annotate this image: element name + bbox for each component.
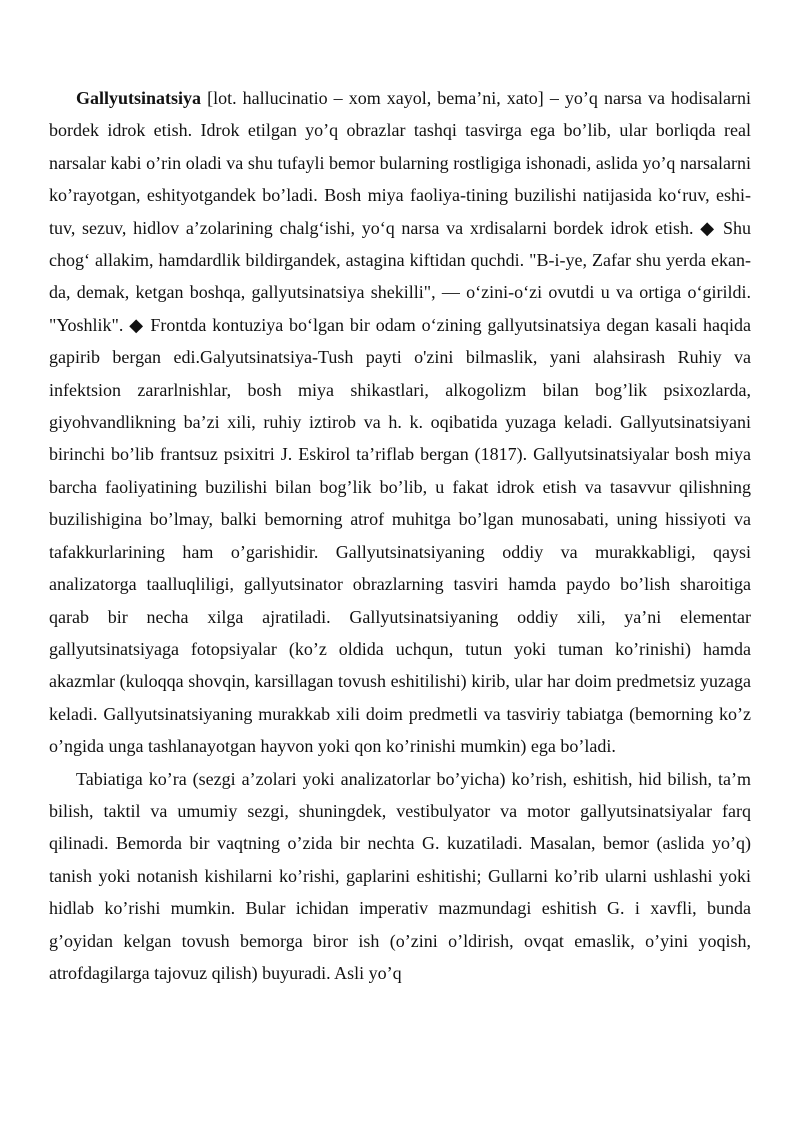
paragraph-definition — [49, 82, 751, 763]
paragraph-types: Tabiatiga ko’ra (sezgi a’zolari yoki analizatorlar bo’yicha) ko’rish, eshitish, hid bilish, ta’m bilish, taktil va umumiy sezgi, shuningdek, vestibulyator va motor gallyutsinatsiyalar farq qilinadi. Bemorda bir vaqtning o’zida bir nechta G. kuzatiladi. Masalan, bemor (aslida yo’q) tanish yoki notanish kishilarni ko’rishi, gaplarini eshitishi; Gullarni ko’rib ularni ushlashi yoki hidlab ko’rishi mumkin. Bular ichidan imperativ mazmundagi eshitish G. i xavfli, bunda g’oyidan kelgan tovush bemorga biror ish (o’zini o’ldirish, ovqat emaslik, o’yini yoqish, atrofdagilarga tajovuz qilish) buyuradi. Asli yo’q — [49, 768, 751, 983]
term-heading: Gallyutsinatsiya — [76, 88, 202, 108]
paragraph-definition-text: [lot. hallucinatio – xom xayol, bema’ni, xato] – yo’q narsa va hodisalarni bordek idrok etish. Idrok etilgan yo’q obrazlar tashqi tasvirga ega bo’lib, ular borliqda real narsalar kabi o’rin oladi va shu tufayli bemor bularning rostligiga ishonadi, aslida yo’q narsalarni ko’rayotgan, eshityotgandek bo’ladi. Bosh miya faoliya-tining buzilishi natijasida ko‘ruv, eshi-tuv, sezuv, hidlov a’zolarining chalg‘ishi, yo‘q narsa va xrdisalarni bordek idrok etish. ◆ Shu chog‘ allakim, hamdardlik bildirgandek, astagina kiftidan quchdi. "B-i-ye, Zafar shu yerda ekan-da, demak, ketgan boshqa, gallyutsinatsiya shekilli", — o‘zini-o‘zi ovutdi u va ortiga o‘girildi. "Yoshlik". ◆ Frontda kontuziya bo‘lgan bir odam o‘zining gallyutsinatsiya degan kasali haqida gapirib bergan edi.Galyutsinatsiya-Tush payti o'zini bilmaslik, yani alahsirash Ruhiy va infektsion zararlnishlar, bosh miya shikastlari, alkogolizm bilan bog’lik psixozlarda, giyohvandlikning ba’zi xili, ruhiy iztirob va h. k. oqibatida yuzaga keladi. Gallyutsinatsiyani birinchi bo’lib frantsuz psixitri J. Eskirol ta’riflab bergan (1817). Gallyutsinatsiyalar bosh miya barcha faoliyatining buzilishi bilan bog’lik bo’lib, u fakat idrok etish va tasavvur qilishning buzilishigina bo’lmay, balki bemorning atrof muhitga bo’lgan munosabati, uning hissiyoti va tafakkurlarining ham o’garishidir. Gallyutsinatsiyaning oddiy va murakkabligi, qaysi analizatorga taalluqliligi, gallyutsinator obrazlarning tasviri hamda paydo bo’lish sharoitiga qarab bir necha xilga ajratiladi. Gallyutsinatsiyaning oddiy xili, ya’ni elementar gallyutsinatsiyaga fotopsiyalar (ko’z oldida uchqun, tutun yoki tuman ko’rinishi) hamda akazmlar (kuloqqa shovqin, karsillagan tovush eshitilishi) kirib, ular har doim predmetsiz yuzaga keladi. Gallyutsinatsiyaning murakkab xili doim predmetli va tasviriy tabiatga (bemorning ko’z o’ngida unga tashlanayotgan hayvon yoki qon ko’rinishi mumkin) ega bo’ladi. — [49, 88, 751, 757]
